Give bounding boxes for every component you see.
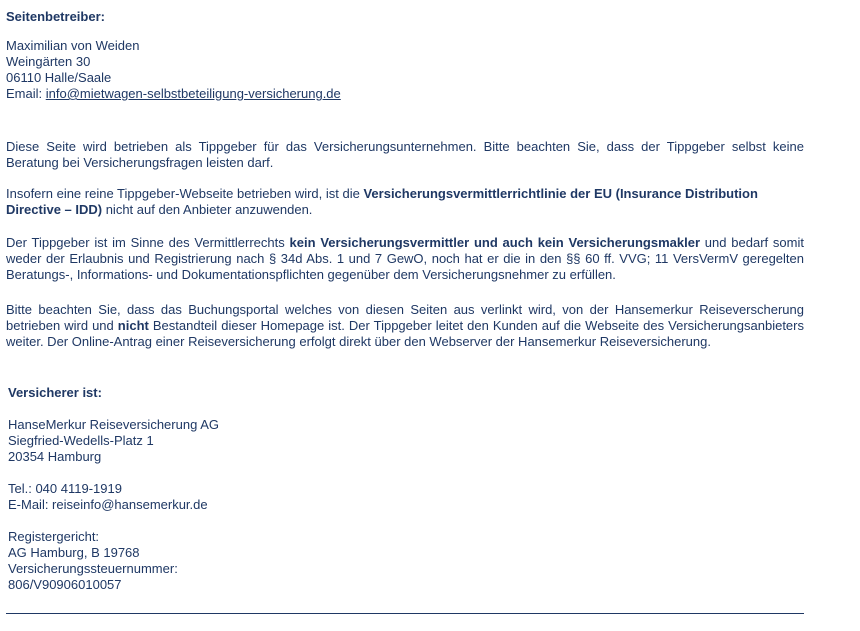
insurer-contact bbox=[8, 481, 806, 513]
paragraph-vermittlerrecht bbox=[6, 235, 804, 283]
bottom-divider bbox=[6, 613, 804, 614]
insurer-email: E-Mail: reiseinfo@hansemerkur.de bbox=[8, 497, 208, 512]
insurer-address bbox=[8, 417, 806, 465]
paragraph-vermittlerrecht-text-1: Der Tippgeber ist im Sinne des Vermittlerrechts bbox=[6, 235, 290, 250]
operator-city: 06110 Halle/Saale bbox=[6, 70, 112, 85]
insurer-tax-label: Versicherungssteuernummer: bbox=[8, 561, 178, 576]
insurer-city: 20354 Hamburg bbox=[8, 449, 102, 464]
insurer-heading: Versicherer ist: bbox=[8, 385, 102, 400]
insurer-section bbox=[8, 385, 806, 401]
paragraph-vermittlerrecht-text-2: und bedarf somit weder der Erlaubnis und Registrierung nach § 34d Abs. 1 und 7 GewO, noch hat er die in den §§ 60 ff. VVG; 11 VersVermV geregelten Beratungs-, Informations- und Dokumentationspflichten gegenüber dem Versicherungsnehmer zu erfüllen. bbox=[6, 235, 804, 282]
operator-email-line bbox=[6, 86, 804, 102]
operator-address bbox=[6, 38, 804, 102]
operator-email-label: Email: bbox=[6, 86, 46, 101]
insurer-name: HanseMerkur Reiseversicherung AG bbox=[8, 417, 219, 432]
paragraph-idd-text-2: nicht auf den Anbieter anzuwenden. bbox=[102, 202, 313, 217]
operator-section bbox=[6, 9, 804, 25]
operator-name: Maximilian von Weiden bbox=[6, 38, 140, 53]
insurer-tax-number: 806/V90906010057 bbox=[8, 577, 122, 592]
insurer-register bbox=[8, 529, 806, 593]
paragraph-buchungsportal-text-1: Bitte beachten Sie, dass das Buchungsportal welches von diesen Seiten aus verlinkt wird, von der Hansemerkur Reiseverscherung betrieben wird und bbox=[6, 302, 804, 333]
paragraph-idd-bold: Versicherungsvermittlerrichtlinie der EU (Insurance Distribution Directive – IDD) bbox=[6, 186, 758, 217]
insurer-street: Siegfried-Wedells-Platz 1 bbox=[8, 433, 154, 448]
paragraph-idd-text-1: Insofern eine reine Tippgeber-Webseite betrieben wird, ist die bbox=[6, 186, 364, 201]
paragraph-buchungsportal-bold: nicht bbox=[117, 318, 149, 333]
insurer-phone: Tel.: 040 4119-1919 bbox=[8, 481, 122, 496]
paragraph-vermittlerrecht-bold: kein Versicherungsvermittler und auch kein Versicherungsmakler bbox=[289, 235, 701, 250]
paragraph-idd bbox=[6, 186, 804, 218]
operator-email-link[interactable]: info@mietwagen-selbstbeteiligung-versicherung.de bbox=[45, 86, 341, 101]
insurer-court-label: Registergericht: bbox=[8, 529, 100, 544]
operator-street: Weingärten 30 bbox=[6, 54, 91, 69]
operator-heading: Seitenbetreiber: bbox=[6, 9, 105, 24]
paragraph-buchungsportal-text-2: Bestandteil dieser Homepage ist. Der Tippgeber leitet den Kunden auf die Webseite des Versicherungsanbieters weiter. Der Online-Antrag einer Reiseversicherung erfolgt direkt über den Webserver der Hansemerkur Reiseversicherung. bbox=[6, 318, 804, 349]
insurer-court: AG Hamburg, B 19768 bbox=[8, 545, 140, 560]
paragraph-buchungsportal bbox=[6, 302, 804, 350]
paragraph-tippgeber: Diese Seite wird betrieben als Tippgeber für das Versicherungsunternehmen. Bitte beachten Sie, dass der Tippgeber selbst keine Beratung bei Versicherungsfragen leisten darf. bbox=[6, 139, 804, 170]
